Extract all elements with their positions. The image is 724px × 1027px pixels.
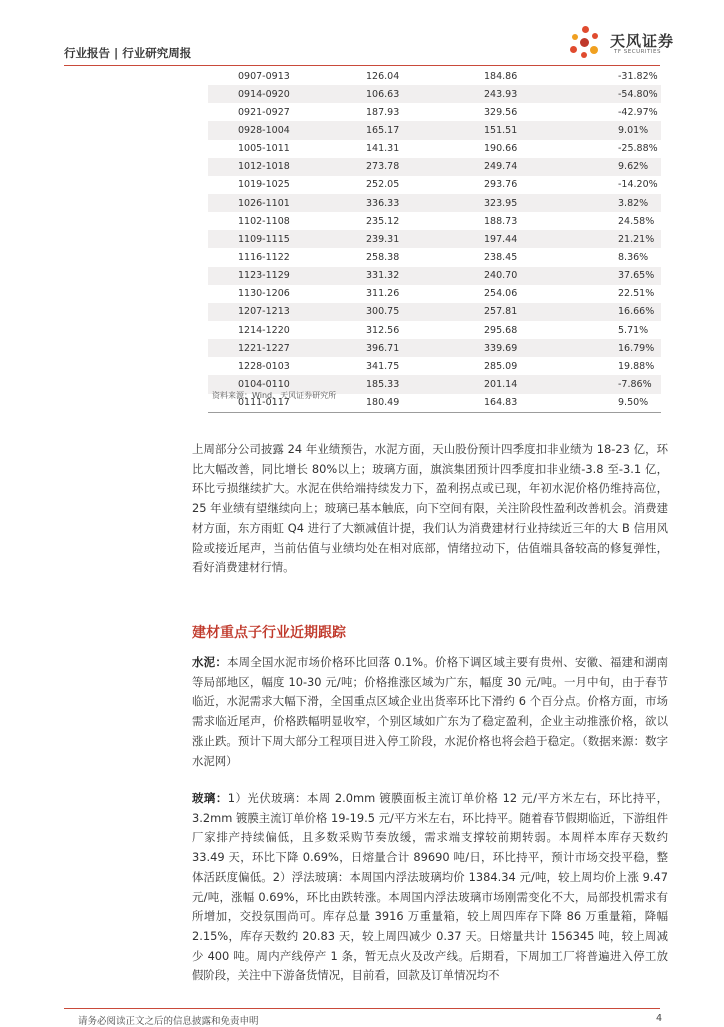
- table-row: [208, 121, 661, 139]
- current-cell: 235.12: [366, 215, 400, 227]
- table-source: 资料来源：Wind、天风证券研究所: [212, 391, 337, 400]
- previous-cell: 190.66: [484, 143, 518, 155]
- current-cell: 187.93: [366, 106, 400, 118]
- current-cell: 258.38: [366, 251, 400, 263]
- week-cell: 1130-1206: [238, 288, 290, 300]
- week-cell: 1012-1018: [238, 161, 290, 173]
- previous-cell: 184.86: [484, 70, 518, 82]
- previous-cell: 197.44: [484, 233, 518, 245]
- table-row: [208, 67, 661, 85]
- week-cell: 1005-1011: [238, 143, 290, 155]
- previous-cell: 339.69: [484, 342, 518, 354]
- current-cell: 396.71: [366, 342, 400, 354]
- cement-paragraph: [192, 653, 668, 771]
- week-cell: 0907-0913: [238, 70, 290, 82]
- page-number: 4: [656, 1013, 663, 1024]
- week-cell: 1109-1115: [238, 233, 290, 245]
- table-row: [208, 140, 661, 158]
- logo-text: 天风证券: [610, 32, 675, 50]
- cement-label: 水泥：: [192, 655, 227, 669]
- change-cell: -7.86%: [618, 378, 652, 390]
- report-category: 行业报告 | 行业研究周报: [64, 46, 192, 60]
- week-cell: 0104-0110: [238, 378, 290, 390]
- table-row: [208, 85, 661, 103]
- change-cell: 21.21%: [618, 233, 655, 245]
- current-cell: 126.04: [366, 70, 400, 82]
- current-cell: 106.63: [366, 88, 400, 100]
- week-cell: 1026-1101: [238, 197, 290, 209]
- current-cell: 312.56: [366, 324, 400, 336]
- summary-paragraph: 上周部分公司披露 24 年业绩预告，水泥方面，天山股份预计四季度扣非业绩为 18-23 亿，环比大幅改善，同比增长 80%以上；玻璃方面，旗滨集团预计四季度扣非业绩-3.8 至-3.1 亿，环比亏损继续扩大。水泥在供给端持续发力下，盈利拐点或已现，年初水泥价格仍维持高位，25 年业绩有望继续向上；玻璃已基本触底，向下空间有限，关注阶段性盈利改善机会。消费建材方面，东方雨虹 Q4 进行了大额减值计提，我们认为消费建材行业持续近三年的大 B 信用风险或接近尾声，当前估值与业绩均处在相对底部，情绪拉动下，估值端具备较高的修复弹性，看好消费建材行情。: [192, 442, 668, 575]
- cement-text: 本周全国水泥市场价格环比回落 0.1%。价格下调区域主要有贵州、安徽、福建和湖南等局部地区，幅度 10-30 元/吨；价格推涨区域为广东，幅度 30 元/吨。一月中旬，由于春节临近，水泥需求大幅下滑，全国重点区域企业出货率环比下滑约 6 个百分点。价格方面，市场需求临近尾声，价格跌幅明显收窄，个别区域如广东为了稳定盈利，企业主动推涨价格，欲以涨止跌。预计下周大部分工程项目进入停工阶段，水泥价格也将会趋于稳定。（数据来源：数字水泥网）: [192, 655, 668, 768]
- change-cell: 24.58%: [618, 215, 655, 227]
- change-cell: -42.97%: [618, 106, 658, 118]
- previous-cell: 329.56: [484, 106, 518, 118]
- change-cell: 9.62%: [618, 161, 649, 173]
- week-cell: 1228-0103: [238, 360, 290, 372]
- table-row: [208, 248, 661, 266]
- current-cell: 311.26: [366, 288, 400, 300]
- table-row: [208, 303, 661, 321]
- table-row: [208, 194, 661, 212]
- footer-divider: [64, 1008, 660, 1009]
- section-title: 建材重点子行业近期跟踪: [192, 625, 346, 641]
- table-row: [208, 285, 661, 303]
- previous-cell: 254.06: [484, 288, 518, 300]
- table-row: [208, 212, 661, 230]
- glass-label: 玻璃：: [192, 791, 228, 805]
- change-cell: 16.79%: [618, 342, 655, 354]
- week-cell: 1214-1220: [238, 324, 290, 336]
- previous-cell: 188.73: [484, 215, 518, 227]
- company-logo: [568, 24, 678, 64]
- change-cell: -54.80%: [618, 88, 658, 100]
- table-row: [208, 176, 661, 194]
- week-cell: 1221-1227: [238, 342, 290, 354]
- previous-cell: 240.70: [484, 270, 518, 282]
- change-cell: 9.01%: [618, 124, 649, 136]
- table-row: [208, 103, 661, 121]
- change-cell: -31.82%: [618, 70, 658, 82]
- table-row: [208, 230, 661, 248]
- current-cell: 185.33: [366, 378, 400, 390]
- change-cell: 3.82%: [618, 197, 649, 209]
- table-row: [208, 158, 661, 176]
- current-cell: 300.75: [366, 306, 400, 318]
- current-cell: 165.17: [366, 124, 400, 136]
- header-divider: [64, 65, 660, 66]
- previous-cell: 285.09: [484, 360, 518, 372]
- previous-cell: 293.76: [484, 179, 518, 191]
- week-cell: 0914-0920: [238, 88, 290, 100]
- week-cell: 1019-1025: [238, 179, 290, 191]
- current-cell: 252.05: [366, 179, 400, 191]
- previous-cell: 295.68: [484, 324, 518, 336]
- change-cell: 9.50%: [618, 397, 649, 409]
- week-cell: 1123-1129: [238, 270, 290, 282]
- week-cell: 0111-0117: [238, 397, 290, 409]
- week-cell: 1207-1213: [238, 306, 290, 318]
- disclaimer-note: 请务必阅读正文之后的信息披露和免责申明: [78, 1016, 259, 1027]
- change-cell: 8.36%: [618, 251, 649, 263]
- week-cell: 1116-1122: [238, 251, 290, 263]
- current-cell: 331.32: [366, 270, 400, 282]
- sales-comparison-table: [208, 67, 661, 413]
- previous-cell: 323.95: [484, 197, 518, 209]
- previous-cell: 151.51: [484, 124, 518, 136]
- current-cell: 273.78: [366, 161, 400, 173]
- logo-subtext: TF SECURITIES: [614, 49, 661, 55]
- previous-cell: 201.14: [484, 378, 518, 390]
- week-cell: 1102-1108: [238, 215, 290, 227]
- current-cell: 239.31: [366, 233, 400, 245]
- week-cell: 0928-1004: [238, 124, 290, 136]
- current-cell: 336.33: [366, 197, 400, 209]
- logo-mark-icon: [568, 24, 608, 64]
- previous-cell: 249.74: [484, 161, 518, 173]
- current-cell: 141.31: [366, 143, 400, 155]
- change-cell: 16.66%: [618, 306, 655, 318]
- glass-text: 1）光伏玻璃：本周 2.0mm 镀膜面板主流订单价格 12 元/平方米左右，环比持平，3.2mm 镀膜主流订单价格 19-19.5 元/平方米左右，环比持平。随着春节假期临近，下游组件厂家排产持续偏低，且多数采购节奏放缓，需求端支撑较前期转弱。本周样本库存天数约 33.49 天，环比下降 0.69%，日熔量合计 89690 吨/日，环比持平，预计市场交投平稳，整体活跃度偏低。2）浮法玻璃：本周国内浮法玻璃均价 1384.34 元/吨，较上周均价上涨 9.47 元/吨，涨幅 0.69%，环比由跌转涨。本周国内浮法玻璃市场刚需变化不大，局部投机需求有所增加，交投氛围尚可。库存总量 3916 万重量箱，较上周四库存下降 86 万重量箱，降幅 2.15%，库存天数约 20.83 天，较上周四减少 0.37 天。日熔量共计 156345 吨，较上周减少 400 吨。周内产线停产 1 条，暂无点火及改产线。后期看，下周加工厂将普遍进入停工放假阶段，关注中下游备货情况，目前看，回款及订单情况均不: [192, 791, 668, 983]
- glass-paragraph: [192, 789, 668, 986]
- change-cell: -25.88%: [618, 143, 658, 155]
- change-cell: 5.71%: [618, 324, 649, 336]
- current-cell: 341.75: [366, 360, 400, 372]
- previous-cell: 257.81: [484, 306, 518, 318]
- change-cell: -14.20%: [618, 179, 658, 191]
- week-cell: 0921-0927: [238, 106, 290, 118]
- previous-cell: 238.45: [484, 251, 518, 263]
- table-row: [208, 357, 661, 375]
- table-row: [208, 339, 661, 357]
- change-cell: 22.51%: [618, 288, 655, 300]
- change-cell: 37.65%: [618, 270, 655, 282]
- previous-cell: 243.93: [484, 88, 518, 100]
- previous-cell: 164.83: [484, 397, 518, 409]
- current-cell: 180.49: [366, 397, 400, 409]
- table-row: [208, 267, 661, 285]
- change-cell: 19.88%: [618, 360, 655, 372]
- table-row: [208, 321, 661, 339]
